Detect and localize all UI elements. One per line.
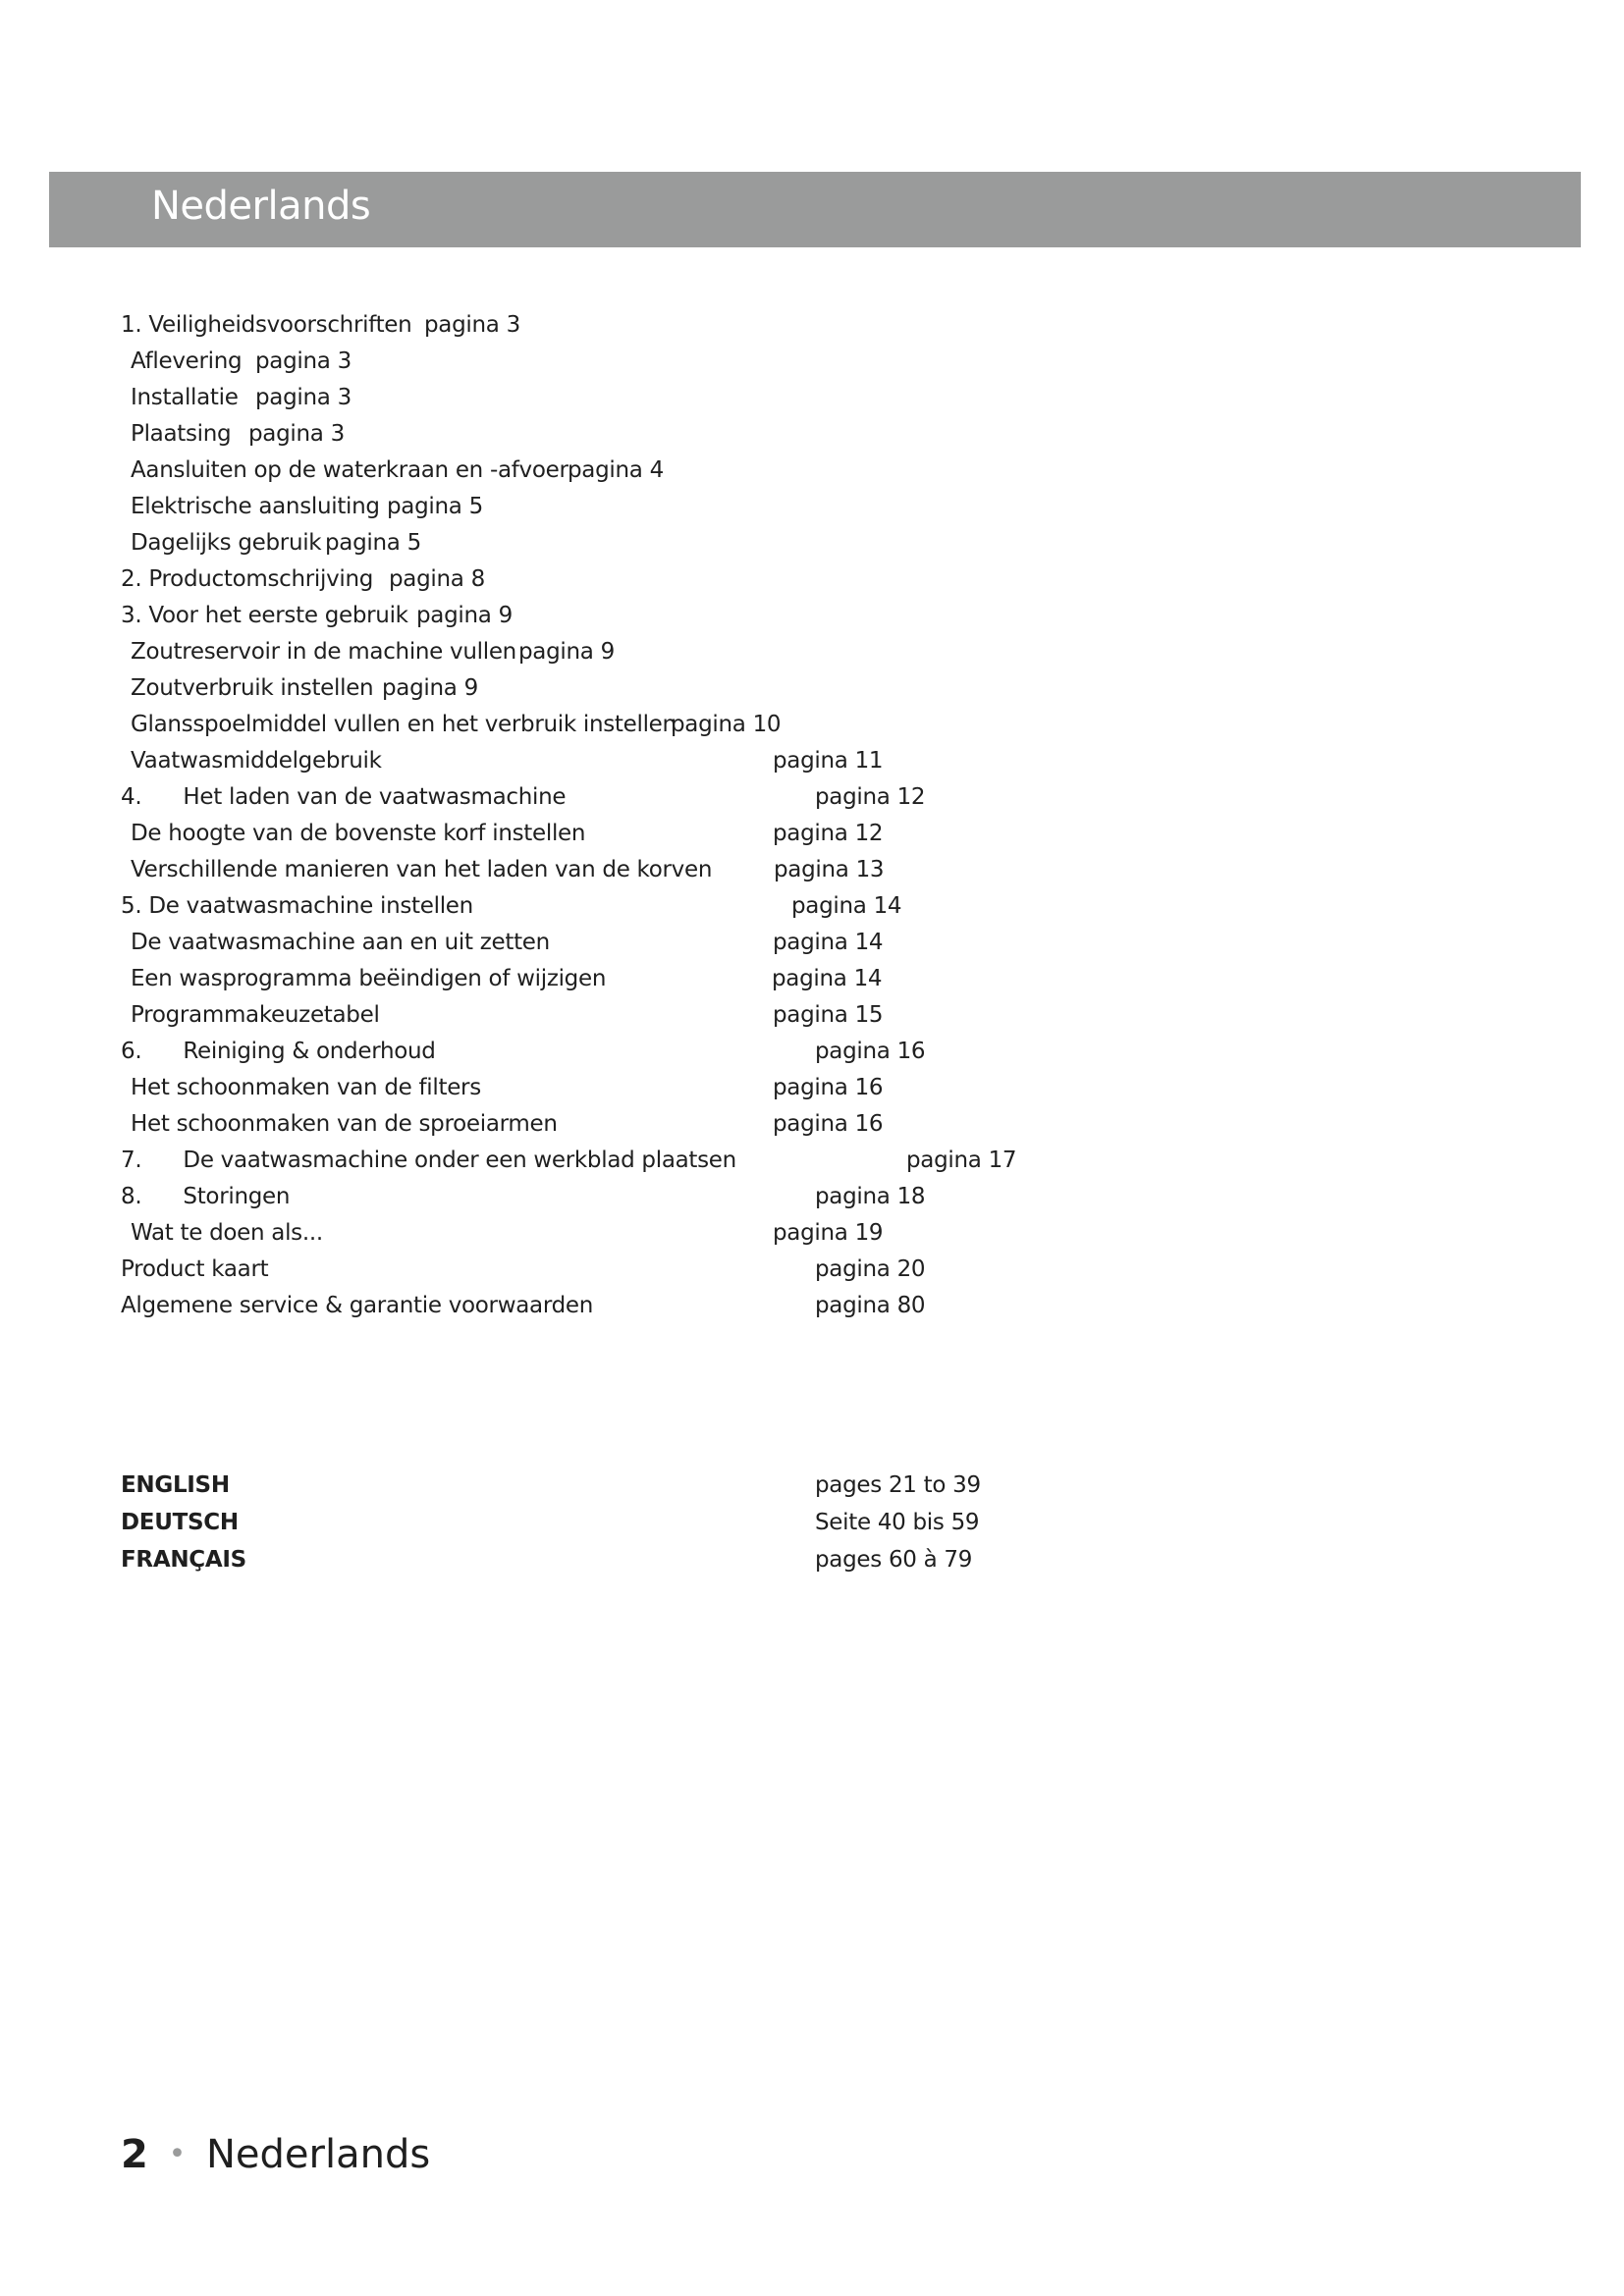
toc-entry-page: pagina 14 [772, 966, 883, 991]
toc-entry [0, 603, 1624, 632]
toc-entry [0, 530, 1624, 560]
toc-entry-title: Zoutreservoir in de machine vullen [131, 639, 516, 665]
toc-entry [0, 712, 1624, 741]
toc-entry [0, 1148, 1624, 1177]
language-entry [0, 1547, 1624, 1576]
page-number: 2 [121, 2132, 148, 2177]
toc-entry-title: 4. Het laden van de vaatwasmachine [121, 784, 567, 810]
toc-entry-page: pagina 19 [773, 1220, 884, 1246]
language-pages: Seite 40 bis 59 [815, 1510, 980, 1535]
toc-entry [0, 1184, 1624, 1213]
toc-entry-title: Verschillende manieren van het laden van de korven [131, 857, 713, 882]
toc-entry [0, 893, 1624, 923]
toc-entry-page: pagina 5 [387, 494, 483, 519]
toc-entry-title: Programmakeuzetabel [131, 1002, 380, 1028]
toc-entry-title: Installatie [131, 385, 239, 410]
toc-entry-title: 3. Voor het eerste gebruik [121, 603, 408, 628]
toc-entry-page: pagina 9 [416, 603, 513, 628]
toc-entry-page: pagina 10 [671, 712, 782, 737]
toc-entry-title: Aansluiten op de waterkraan en -afvoer [131, 457, 568, 483]
toc-entry [0, 857, 1624, 886]
toc-entry-page: pagina 9 [382, 675, 478, 701]
toc-entry-title: Wat te doen als... [131, 1220, 323, 1246]
page-footer [121, 2132, 430, 2177]
toc-entry-page: pagina 80 [815, 1293, 926, 1318]
toc-entry-page: pagina 12 [773, 821, 884, 846]
toc-entry [0, 1256, 1624, 1286]
toc-entry [0, 821, 1624, 850]
toc-entry-page: pagina 3 [255, 385, 352, 410]
toc-entry-title: Aflevering [131, 348, 243, 374]
language-pages: pages 60 à 79 [815, 1547, 973, 1573]
toc-entry-title: Dagelijks gebruik [131, 530, 322, 556]
toc-entry [0, 312, 1624, 342]
toc-entry-title: 7. De vaatwasmachine onder een werkblad plaatsen [121, 1148, 736, 1173]
toc-entry [0, 1220, 1624, 1250]
toc-entry-title: Het schoonmaken van de filters [131, 1075, 481, 1100]
toc-entry-page: pagina 18 [815, 1184, 926, 1209]
toc-entry [0, 1075, 1624, 1104]
toc-entry [0, 639, 1624, 668]
toc-entry [0, 930, 1624, 959]
toc-entry-page: pagina 14 [773, 930, 884, 955]
toc-entry-page: pagina 14 [791, 893, 902, 919]
toc-entry-title: De hoogte van de bovenste korf instellen [131, 821, 586, 846]
toc-entry [0, 421, 1624, 451]
toc-entry [0, 1039, 1624, 1068]
language-entry [0, 1472, 1624, 1502]
toc-entry-title: Glansspoelmiddel vullen en het verbruik instellen [131, 712, 677, 737]
toc-entry-page: pagina 20 [815, 1256, 926, 1282]
toc-entry-title: Plaatsing [131, 421, 232, 447]
toc-entry-page: pagina 13 [774, 857, 885, 882]
toc-entry [0, 566, 1624, 596]
toc-entry [0, 494, 1624, 523]
footer-separator: • [168, 2137, 187, 2171]
toc-entry-title: Het schoonmaken van de sproeiarmen [131, 1111, 558, 1137]
toc-entry-title: 8. Storingen [121, 1184, 291, 1209]
toc-entry-title: 2. Productomschrijving [121, 566, 374, 592]
toc-entry-page: pagina 16 [773, 1111, 884, 1137]
toc-entry-title: 1. Veiligheidsvoorschriften [121, 312, 412, 338]
language-name: FRANÇAIS [121, 1547, 246, 1573]
toc-entry-title: 5. De vaatwasmachine instellen [121, 893, 473, 919]
toc-entry [0, 748, 1624, 777]
toc-entry-title: Een wasprogramma beëindigen of wijzigen [131, 966, 607, 991]
toc-entry-page: pagina 5 [325, 530, 421, 556]
toc-entry [0, 385, 1624, 414]
toc-entry [0, 1293, 1624, 1322]
toc-entry-page: pagina 16 [773, 1075, 884, 1100]
toc-entry [0, 1002, 1624, 1032]
toc-entry [0, 348, 1624, 378]
section-title: Nederlands [151, 184, 371, 229]
toc-entry [0, 784, 1624, 814]
language-name: DEUTSCH [121, 1510, 239, 1535]
toc-entry [0, 457, 1624, 487]
language-name: ENGLISH [121, 1472, 230, 1498]
toc-entry-page: pagina 12 [815, 784, 926, 810]
toc-entry-title: 6. Reiniging & onderhoud [121, 1039, 436, 1064]
toc-entry-title: De vaatwasmachine aan en uit zetten [131, 930, 550, 955]
footer-label: Nederlands [205, 2132, 431, 2177]
toc-entry-page: pagina 16 [815, 1039, 926, 1064]
toc-entry-page: pagina 4 [568, 457, 664, 483]
toc-entry [0, 966, 1624, 995]
language-pages: pages 21 to 39 [815, 1472, 981, 1498]
toc-entry [0, 1111, 1624, 1141]
toc-entry-page: pagina 11 [773, 748, 884, 774]
language-entry [0, 1510, 1624, 1539]
toc-entry-page: pagina 15 [773, 1002, 884, 1028]
toc-entry-page: pagina 17 [906, 1148, 1017, 1173]
toc-entry [0, 675, 1624, 705]
toc-entry-title: Vaatwasmiddelgebruik [131, 748, 382, 774]
toc-entry-title: Algemene service & garantie voorwaarden [121, 1293, 593, 1318]
toc-entry-title: Product kaart [121, 1256, 269, 1282]
toc-entry-page: pagina 9 [518, 639, 615, 665]
toc-entry-page: pagina 8 [389, 566, 485, 592]
toc-entry-page: pagina 3 [248, 421, 345, 447]
toc-entry-page: pagina 3 [255, 348, 352, 374]
toc-entry-title: Elektrische aansluiting [131, 494, 380, 519]
toc-entry-title: Zoutverbruik instellen [131, 675, 374, 701]
section-header-bar [49, 172, 1581, 247]
toc-entry-page: pagina 3 [424, 312, 520, 338]
